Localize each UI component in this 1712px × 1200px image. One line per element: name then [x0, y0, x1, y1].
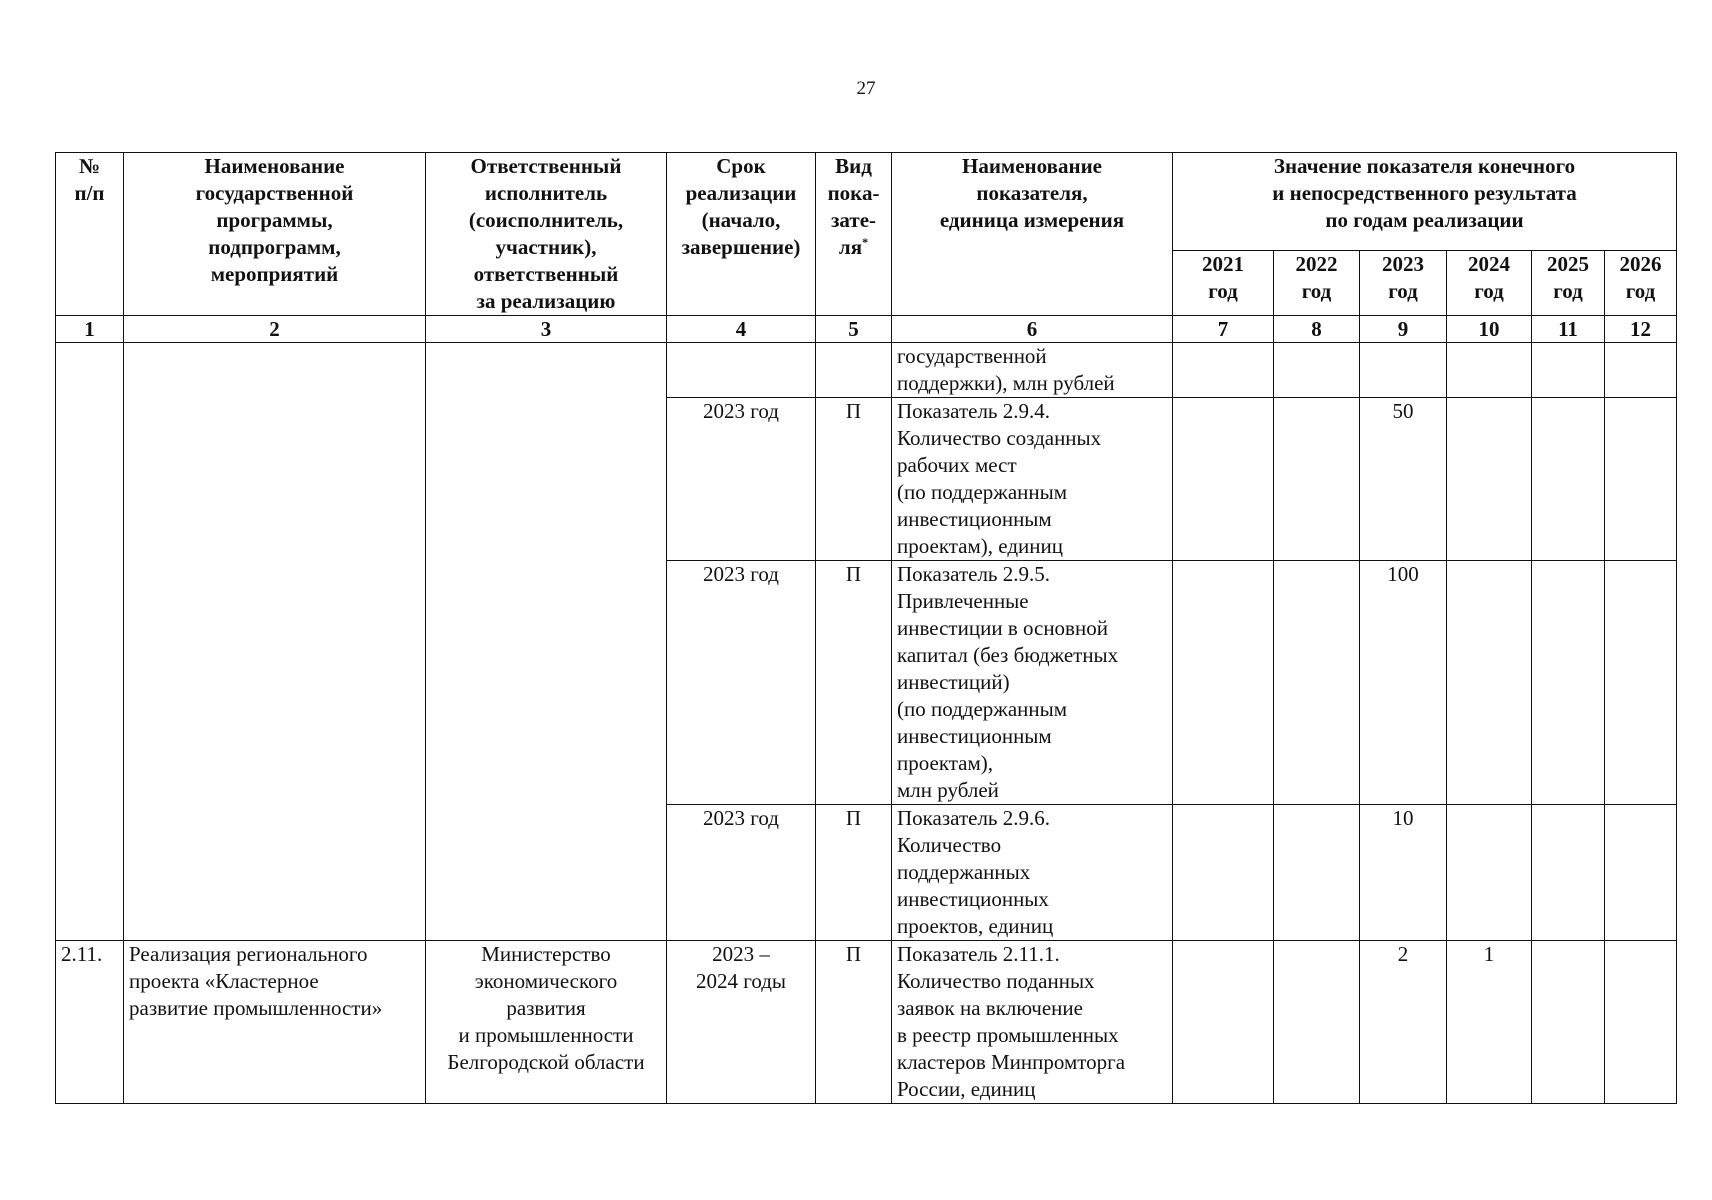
- row-kind-cell: [816, 343, 892, 398]
- indicator-name: Показатель 2.11.1. Количество поданных заявок на включение в реестр промышленных кластеров Минпромторга России, единиц: [892, 941, 1173, 1104]
- header-values-group: Значение показателя конечного и непосредственного результата по годам реализации: [1173, 153, 1677, 251]
- header-year-2025: 2025 год: [1532, 250, 1605, 315]
- table-row: [56, 343, 1677, 398]
- column-number: 4: [667, 316, 816, 343]
- header-year-2022: 2022 год: [1274, 250, 1360, 315]
- term: 2023 год: [667, 805, 816, 941]
- value-cell: [1173, 941, 1274, 1104]
- term: 2023 год: [667, 398, 816, 561]
- column-number: 3: [426, 316, 667, 343]
- row-term-cell: [667, 343, 816, 398]
- header-year-2023: 2023 год: [1360, 250, 1447, 315]
- value-cell: [1447, 805, 1532, 941]
- program-name: Реализация регионального проекта «Кластерное развитие промышленности»: [124, 941, 426, 1104]
- term: 2023 год: [667, 561, 816, 805]
- value-cell: [1274, 941, 1360, 1104]
- value-cell: [1605, 398, 1677, 561]
- value-cell: [1447, 398, 1532, 561]
- indicator-name: государственной поддержки), млн рублей: [892, 343, 1173, 398]
- header-program-name: Наименование государственной программы, подпрограмм, мероприятий: [124, 153, 426, 316]
- value-cell: [1274, 398, 1360, 561]
- value-cell: [1605, 805, 1677, 941]
- value-cell: [1360, 343, 1447, 398]
- header-year-2026: 2026 год: [1605, 250, 1677, 315]
- indicator-name: Показатель 2.9.6. Количество поддержанных инвестиционных проектов, единиц: [892, 805, 1173, 941]
- row-program-cell: [124, 343, 426, 941]
- indicators-table: [55, 152, 1677, 1104]
- table-row: [56, 941, 1677, 1104]
- indicator-name: Показатель 2.9.5. Привлеченные инвестиции в основной капитал (без бюджетных инвестиций) (по поддержанным инвестиционным проектам), млн рублей: [892, 561, 1173, 805]
- indicator-kind: П: [816, 941, 892, 1104]
- value-cell: [1532, 398, 1605, 561]
- footnote-mark: *: [862, 235, 869, 249]
- column-number: 12: [1605, 316, 1677, 343]
- column-number: 5: [816, 316, 892, 343]
- column-number: 1: [56, 316, 124, 343]
- header-row: [56, 153, 1677, 251]
- value-2023: 100: [1360, 561, 1447, 805]
- term: 2023 – 2024 годы: [667, 941, 816, 1104]
- row-executor-cell: [426, 343, 667, 941]
- value-cell: [1173, 805, 1274, 941]
- indicator-name: Показатель 2.9.4. Количество созданных рабочих мест (по поддержанным инвестиционным проектам), единиц: [892, 398, 1173, 561]
- value-2024: 1: [1447, 941, 1532, 1104]
- value-cell: [1532, 805, 1605, 941]
- indicator-kind: П: [816, 398, 892, 561]
- value-cell: [1173, 398, 1274, 561]
- header-indicator-name: Наименование показателя, единица измерения: [892, 153, 1173, 316]
- executor: Министерство экономического развития и промышленности Белгородской области: [426, 941, 667, 1104]
- value-cell: [1532, 561, 1605, 805]
- row-num-cell: [56, 343, 124, 941]
- value-2023: 2: [1360, 941, 1447, 1104]
- header-executor: Ответственный исполнитель (соисполнитель, участник), ответственный за реализацию: [426, 153, 667, 316]
- indicator-kind: П: [816, 561, 892, 805]
- indicator-kind: П: [816, 805, 892, 941]
- header-indicator-kind: [816, 153, 892, 316]
- value-cell: [1532, 343, 1605, 398]
- value-2023: 50: [1360, 398, 1447, 561]
- column-number: 7: [1173, 316, 1274, 343]
- column-number: 9: [1360, 316, 1447, 343]
- column-number: 2: [124, 316, 426, 343]
- column-number: 10: [1447, 316, 1532, 343]
- value-cell: [1173, 343, 1274, 398]
- header-indicator-kind-text: Вид пока- зате- ля: [827, 154, 880, 259]
- value-cell: [1447, 343, 1532, 398]
- value-cell: [1447, 561, 1532, 805]
- header-num: № п/п: [56, 153, 124, 316]
- page-number: 27: [856, 78, 876, 99]
- column-number: 8: [1274, 316, 1360, 343]
- column-number: 6: [892, 316, 1173, 343]
- header-year-2024: 2024 год: [1447, 250, 1532, 315]
- value-cell: [1274, 561, 1360, 805]
- value-cell: [1274, 805, 1360, 941]
- column-number: 11: [1532, 316, 1605, 343]
- value-cell: [1274, 343, 1360, 398]
- column-numbers-row: [56, 316, 1677, 343]
- value-cell: [1532, 941, 1605, 1104]
- value-cell: [1173, 561, 1274, 805]
- value-cell: [1605, 561, 1677, 805]
- header-year-2021: 2021 год: [1173, 250, 1274, 315]
- value-2023: 10: [1360, 805, 1447, 941]
- value-cell: [1605, 941, 1677, 1104]
- header-term: Срок реализации (начало, завершение): [667, 153, 816, 316]
- value-cell: [1605, 343, 1677, 398]
- row-number: 2.11.: [56, 941, 124, 1104]
